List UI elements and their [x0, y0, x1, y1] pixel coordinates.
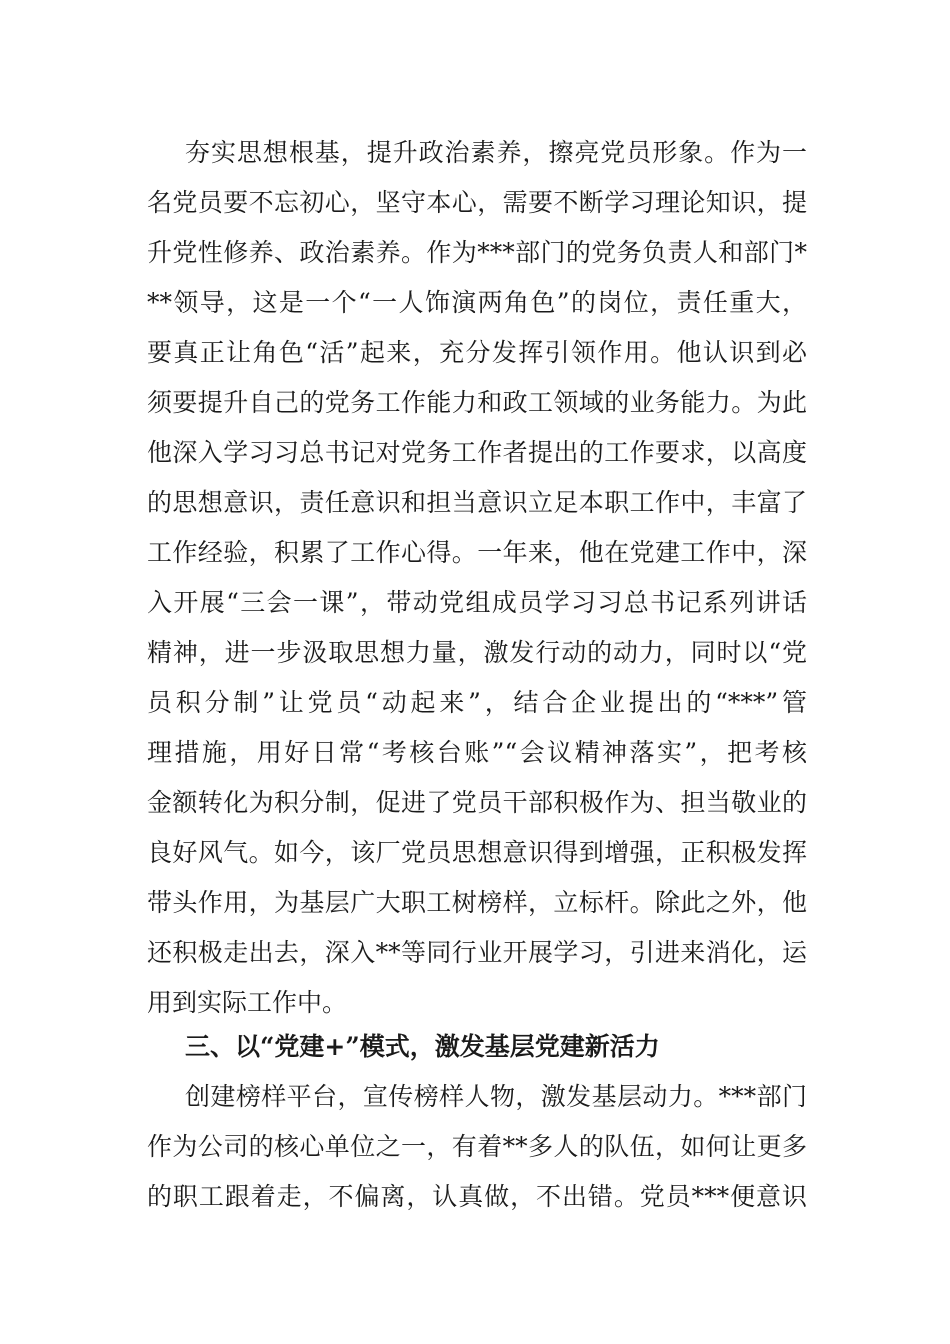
paragraph-line: 名党员要不忘初心，坚守本心，需要不断学习理论知识，提 — [147, 188, 807, 217]
paragraph-line: 金额转化为积分制，促进了党员干部积极作为、担当敬业的 — [147, 788, 807, 817]
paragraph-line: 员积分制”让党员“动起来”，结合企业提出的“***”管 — [147, 688, 807, 717]
paragraph-line: 创建榜样平台，宣传榜样人物，激发基层动力。***部门 — [185, 1082, 807, 1111]
section-3 — [147, 1022, 807, 1072]
body-paragraph-2 — [147, 1072, 807, 1222]
paragraph-line: 工作经验，积累了工作心得。一年来，他在党建工作中，深 — [147, 538, 807, 567]
paragraph-line: 夯实思想根基，提升政治素养，擦亮党员形象。作为一 — [185, 138, 807, 167]
paragraph-line: 带头作用，为基层广大职工树榜样，立标杆。除此之外，他 — [147, 888, 807, 917]
paragraph-line: 的思想意识，责任意识和担当意识立足本职工作中，丰富了 — [147, 488, 807, 517]
paragraph-line: 理措施，用好日常“考核台账”“会议精神落实”，把考核 — [147, 738, 807, 767]
paragraph-line: 良好风气。如今，该厂党员思想意识得到增强，正积极发挥 — [147, 838, 807, 867]
body-paragraph-1 — [147, 128, 807, 1028]
paragraph-line: 精神，进一步汲取思想力量，激发行动的动力，同时以“党 — [147, 638, 807, 667]
paragraph-line: 还积极走出去，深入**等同行业开展学习，引进来消化，运 — [147, 938, 807, 967]
paragraph-line: **领导，这是一个“一人饰演两角色”的岗位，责任重大， — [147, 288, 807, 317]
paragraph-line: 他深入学习习总书记对党务工作者提出的工作要求，以高度 — [147, 438, 807, 467]
paragraph-line: 升党性修养、政治素养。作为***部门的党务负责人和部门* — [147, 238, 807, 267]
section-heading: 三、以“党建+”模式，激发基层党建新活力 — [185, 1032, 660, 1061]
paragraph-line: 须要提升自己的党务工作能力和政工领域的业务能力。为此 — [147, 388, 807, 417]
paragraph-line-last: 用到实际工作中。 — [147, 988, 348, 1017]
paragraph-line: 的职工跟着走，不偏离，认真做，不出错。党员***便意识 — [147, 1182, 807, 1211]
paragraph-line: 作为公司的核心单位之一，有着**多人的队伍，如何让更多 — [147, 1132, 807, 1161]
paragraph-line: 要真正让角色“活”起来，充分发挥引领作用。他认识到必 — [147, 338, 807, 367]
paragraph-line: 入开展“三会一课”，带动党组成员学习习总书记系列讲话 — [147, 588, 807, 617]
